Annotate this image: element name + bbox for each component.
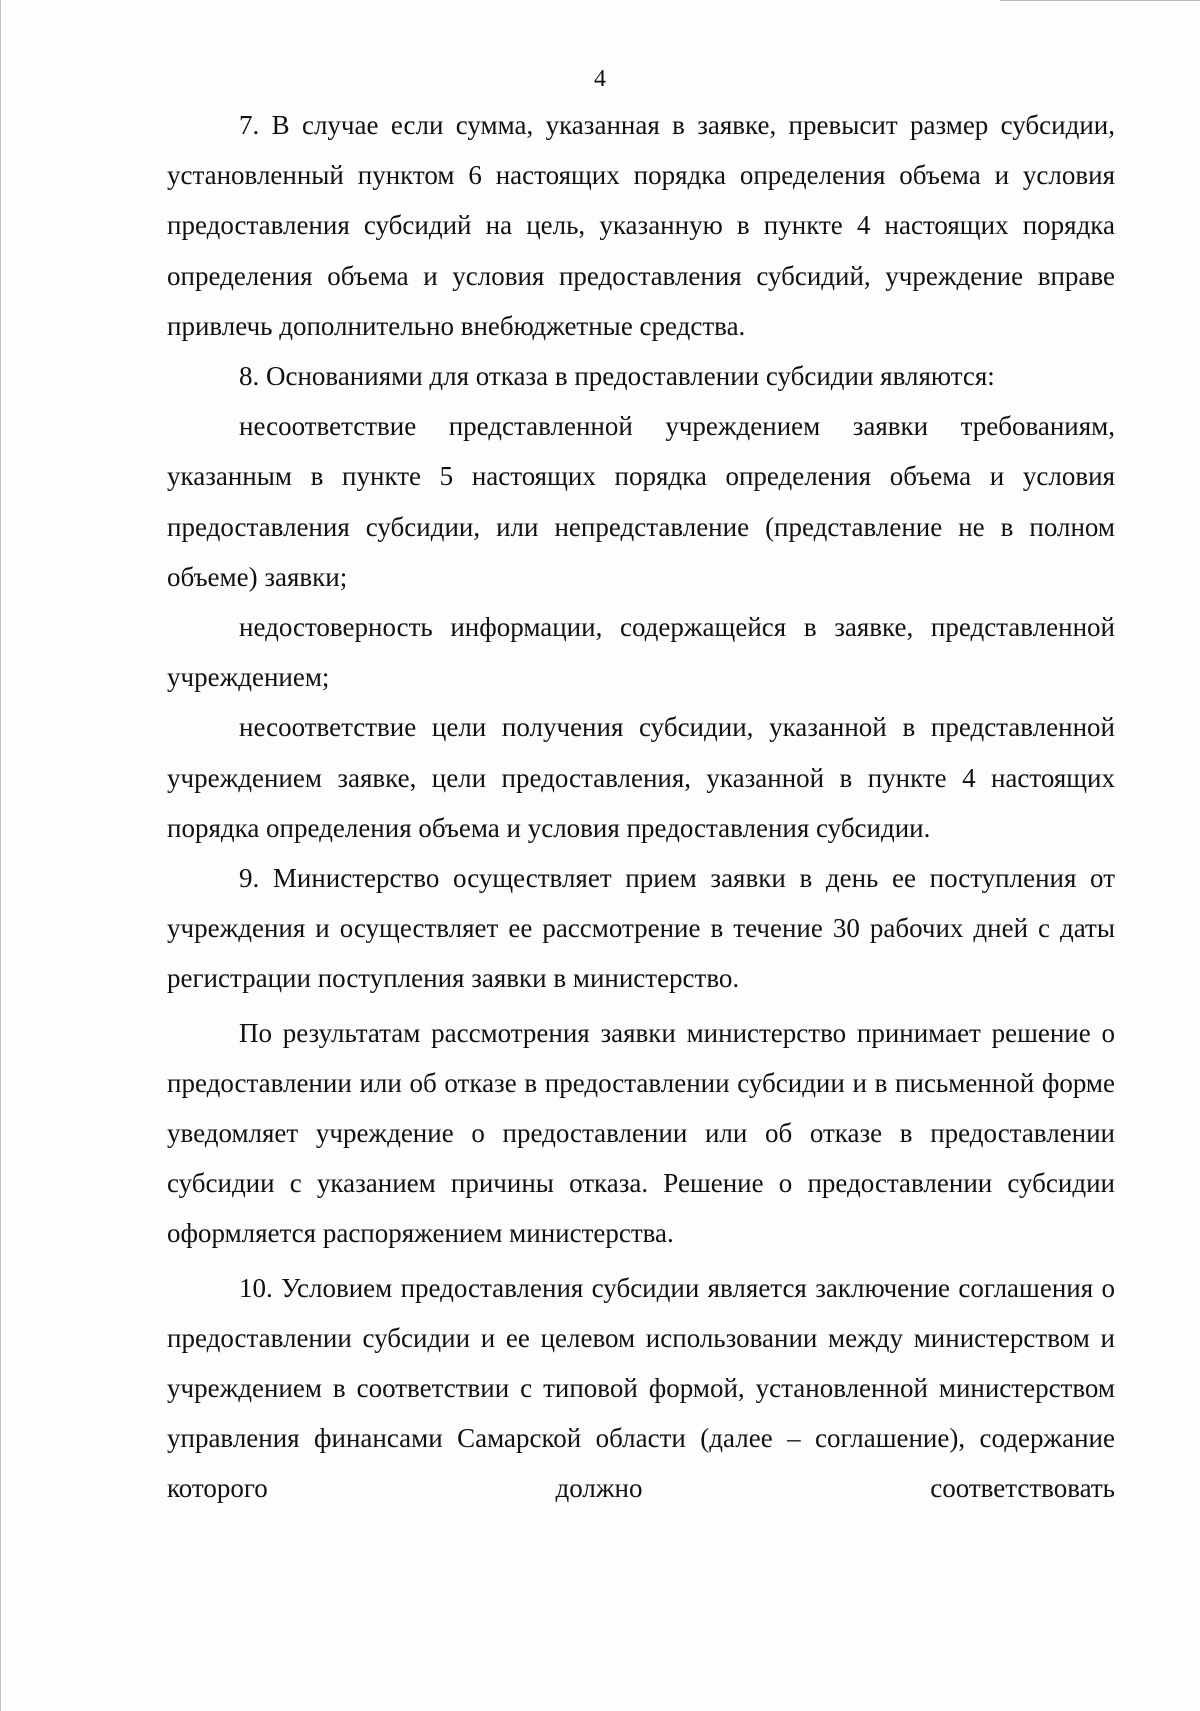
- paragraph-7: 7. В случае если сумма, указанная в заявке, превысит размер субсидии, установленный пунктом 6 настоящих порядка определения объема и условия предоставления субсидий на цель, указанную в пункте 4 настоящих порядка определения объема и условия предоставления субсидий, учреждение вправе привлечь дополнительно внебюджетные средства.: [167, 110, 1115, 341]
- scan-edge-line: [0, 0, 1, 1711]
- paragraph-9-decision: По результатам рассмотрения заявки министерство принимает решение о предоставлении или об отказе в предоставлении субсидии и в письменной форме уведомляет учреждение о предоставлении или об отказе в предоставлении субсидии с указанием причины отказа. Решение о предоставлении субсидии оформляется распоряжением министерства.: [167, 1017, 1115, 1249]
- paragraph-8-item-1: несоответствие представленной учреждением заявки требованиям, указанным в пункте 5 настоящих порядка определения объема и условия предоставления субсидии, или непредставление (представление не в полном объеме) заявки;: [167, 411, 1115, 592]
- page-number: 4: [594, 66, 606, 92]
- paragraph-8-item-3: несоответствие цели получения субсидии, указанной в представленной учреждением заявке, цели предоставления, указанной в пункте 4 настоящих порядка определения объема и условия предоставления субсидии.: [167, 712, 1115, 843]
- paragraph-10: 10. Условием предоставления субсидии является заключение соглашения о предоставлении субсидии и ее целевом использовании между министерством и учреждением в соответствии с типовой формой, установленной министерством управления финансами Самарской области (далее – соглашение), содержание которого должно соответствовать: [167, 1272, 1115, 1504]
- paragraph-8-item-2: недостоверность информации, содержащейся в заявке, представленной учреждением;: [167, 612, 1115, 693]
- document-body: [167, 100, 1115, 1514]
- paragraph-8: 8. Основаниями для отказа в предоставлении субсидии являются:: [239, 361, 995, 392]
- paragraph-9: 9. Министерство осуществляет прием заявки в день ее поступления от учреждения и осуществляет ее рассмотрение в течение 30 рабочих дней с даты регистрации поступления заявки в министерство.: [167, 863, 1115, 994]
- scan-top-line: [1000, 0, 1200, 1]
